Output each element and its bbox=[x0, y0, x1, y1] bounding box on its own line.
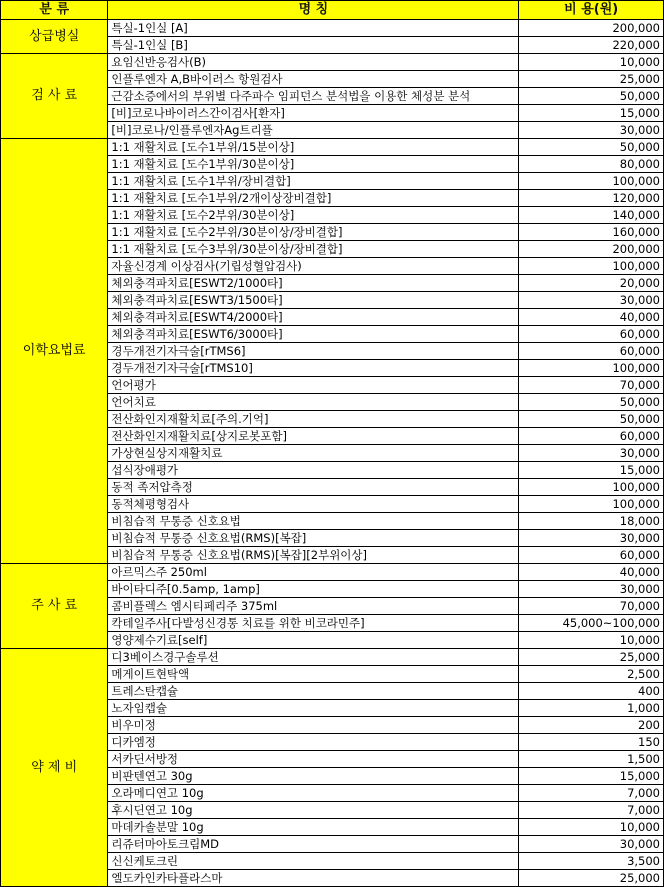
item-name: [비]코로나바이러스간이검사[환자] bbox=[108, 105, 519, 122]
item-name: 비판텐연고 30g bbox=[108, 768, 519, 785]
item-name: 근감소증에서의 부위별 다주파수 임피던스 분석법을 이용한 체성분 분석 bbox=[108, 88, 519, 105]
item-name: 경두개전기자극술[rTMS6] bbox=[108, 343, 519, 360]
item-name: 언어평가 bbox=[108, 377, 519, 394]
item-name: 바이타디주[0.5amp, 1amp] bbox=[108, 581, 519, 598]
table-row bbox=[1, 649, 664, 666]
item-cost: 3,500 bbox=[519, 853, 664, 870]
item-cost: 100,000 bbox=[519, 496, 664, 513]
item-name: 트레스탄캡슐 bbox=[108, 683, 519, 700]
header-name: 명 칭 bbox=[108, 1, 519, 20]
item-cost: 60,000 bbox=[519, 428, 664, 445]
item-cost: 7,000 bbox=[519, 785, 664, 802]
item-cost: 18,000 bbox=[519, 513, 664, 530]
item-cost: 30,000 bbox=[519, 530, 664, 547]
item-cost: 60,000 bbox=[519, 547, 664, 564]
item-name: 특실-1인실 [A] bbox=[108, 20, 519, 37]
item-name: 체외충격파치료[ESWT3/1500타] bbox=[108, 292, 519, 309]
item-name: 메게이트현탁액 bbox=[108, 666, 519, 683]
item-cost: 120,000 bbox=[519, 190, 664, 207]
item-name: 칵테일주사[다발성신경통 치료를 위한 비코라민주] bbox=[108, 615, 519, 632]
item-name: 1:1 재활치료 [도수1부위/30분이상] bbox=[108, 156, 519, 173]
item-cost: 50,000 bbox=[519, 88, 664, 105]
item-cost: 30,000 bbox=[519, 445, 664, 462]
item-name: 동적 족저압측정 bbox=[108, 479, 519, 496]
item-name: 1:1 재활치료 [도수1부위/장비결합] bbox=[108, 173, 519, 190]
item-name: 오라메디연고 10g bbox=[108, 785, 519, 802]
item-name: 신신케토크린 bbox=[108, 853, 519, 870]
item-cost: 150 bbox=[519, 734, 664, 751]
item-name: 서카딘서방정 bbox=[108, 751, 519, 768]
item-cost: 400 bbox=[519, 683, 664, 700]
item-cost: 25,000 bbox=[519, 71, 664, 88]
item-name: 요임신반응검사(B) bbox=[108, 54, 519, 71]
header-row bbox=[1, 1, 664, 20]
table-row bbox=[1, 564, 664, 581]
item-name: 비침습적 무통증 신호요법(RMS)[복잡] bbox=[108, 530, 519, 547]
item-name: 가상현실상지재활치료 bbox=[108, 445, 519, 462]
item-cost: 200 bbox=[519, 717, 664, 734]
item-name: 후시딘연고 10g bbox=[108, 802, 519, 819]
item-name: 체외충격파치료[ESWT6/3000타] bbox=[108, 326, 519, 343]
item-name: 동적체평형검사 bbox=[108, 496, 519, 513]
item-cost: 100,000 bbox=[519, 479, 664, 496]
item-cost: 15,000 bbox=[519, 105, 664, 122]
item-name: 비우미정 bbox=[108, 717, 519, 734]
item-name: 1:1 재활치료 [도수1부위/15분이상] bbox=[108, 139, 519, 156]
item-cost: 40,000 bbox=[519, 309, 664, 326]
item-cost: 140,000 bbox=[519, 207, 664, 224]
item-name: [비]코로나/인플루엔자Ag트리플 bbox=[108, 122, 519, 139]
item-name: 노자임캡슐 bbox=[108, 700, 519, 717]
category-cell: 약 제 비 bbox=[1, 649, 108, 887]
item-cost: 70,000 bbox=[519, 598, 664, 615]
item-name: 체외충격파치료[ESWT4/2000타] bbox=[108, 309, 519, 326]
item-cost: 20,000 bbox=[519, 275, 664, 292]
item-name: 아르믹스주 250ml bbox=[108, 564, 519, 581]
item-name: 디카엠정 bbox=[108, 734, 519, 751]
fee-table-body bbox=[1, 20, 664, 887]
item-cost: 50,000 bbox=[519, 139, 664, 156]
item-cost: 15,000 bbox=[519, 768, 664, 785]
item-name: 1:1 재활치료 [도수2부위/30분이상] bbox=[108, 207, 519, 224]
item-name: 전산화인지재활치료[주의.기억] bbox=[108, 411, 519, 428]
item-name: 섭식장애평가 bbox=[108, 462, 519, 479]
item-cost: 30,000 bbox=[519, 292, 664, 309]
item-cost: 160,000 bbox=[519, 224, 664, 241]
item-cost: 200,000 bbox=[519, 241, 664, 258]
item-name: 경두개전기자극술[rTMS10] bbox=[108, 360, 519, 377]
item-cost: 30,000 bbox=[519, 836, 664, 853]
item-cost: 45,000~100,000 bbox=[519, 615, 664, 632]
item-name: 마데카솔분말 10g bbox=[108, 819, 519, 836]
item-cost: 1,500 bbox=[519, 751, 664, 768]
item-cost: 60,000 bbox=[519, 326, 664, 343]
item-cost: 1,000 bbox=[519, 700, 664, 717]
item-cost: 10,000 bbox=[519, 632, 664, 649]
item-cost: 10,000 bbox=[519, 54, 664, 71]
item-cost: 7,000 bbox=[519, 802, 664, 819]
item-cost: 60,000 bbox=[519, 343, 664, 360]
item-name: 1:1 재활치료 [도수3부위/30분이상/장비결합] bbox=[108, 241, 519, 258]
item-cost: 2,500 bbox=[519, 666, 664, 683]
category-cell: 검 사 료 bbox=[1, 54, 108, 139]
item-cost: 220,000 bbox=[519, 37, 664, 54]
item-cost: 25,000 bbox=[519, 870, 664, 887]
item-cost: 40,000 bbox=[519, 564, 664, 581]
item-name: 인플루엔자 A,B바이러스 항원검사 bbox=[108, 71, 519, 88]
item-name: 1:1 재활치료 [도수1부위/2개이상장비결합] bbox=[108, 190, 519, 207]
item-name: 언어치료 bbox=[108, 394, 519, 411]
header-cost: 비 용(원) bbox=[519, 1, 664, 20]
table-row bbox=[1, 139, 664, 156]
item-cost: 100,000 bbox=[519, 360, 664, 377]
item-name: 비침습적 무통증 신호요법 bbox=[108, 513, 519, 530]
item-name: 자율신경계 이상검사(기립성혈압검사) bbox=[108, 258, 519, 275]
item-name: 특실-1인실 [B] bbox=[108, 37, 519, 54]
item-cost: 25,000 bbox=[519, 649, 664, 666]
item-name: 콤비플렉스 엠시티페리주 375ml bbox=[108, 598, 519, 615]
item-name: 영양제수기료[self] bbox=[108, 632, 519, 649]
item-cost: 50,000 bbox=[519, 411, 664, 428]
item-cost: 30,000 bbox=[519, 122, 664, 139]
item-name: 1:1 재활치료 [도수2부위/30분이상/장비결합] bbox=[108, 224, 519, 241]
category-cell: 상급병실 bbox=[1, 20, 108, 54]
item-name: 엘도카인카타플라스마 bbox=[108, 870, 519, 887]
category-cell: 이학요법료 bbox=[1, 139, 108, 564]
category-cell: 주 사 료 bbox=[1, 564, 108, 649]
item-name: 디3베이스경구솔루션 bbox=[108, 649, 519, 666]
item-cost: 80,000 bbox=[519, 156, 664, 173]
item-cost: 30,000 bbox=[519, 581, 664, 598]
item-cost: 70,000 bbox=[519, 377, 664, 394]
item-cost: 100,000 bbox=[519, 258, 664, 275]
item-cost: 200,000 bbox=[519, 20, 664, 37]
table-row bbox=[1, 20, 664, 37]
item-cost: 15,000 bbox=[519, 462, 664, 479]
item-cost: 100,000 bbox=[519, 173, 664, 190]
item-name: 체외충격파치료[ESWT2/1000타] bbox=[108, 275, 519, 292]
item-name: 비침습적 무통증 신호요법(RMS)[복잡][2부위이상] bbox=[108, 547, 519, 564]
table-row bbox=[1, 54, 664, 71]
item-name: 리쥬터마아토크림MD bbox=[108, 836, 519, 853]
item-cost: 10,000 bbox=[519, 819, 664, 836]
header-category: 분 류 bbox=[1, 1, 108, 20]
item-name: 전산화인지재활치료[상지로봇포함] bbox=[108, 428, 519, 445]
item-cost: 50,000 bbox=[519, 394, 664, 411]
